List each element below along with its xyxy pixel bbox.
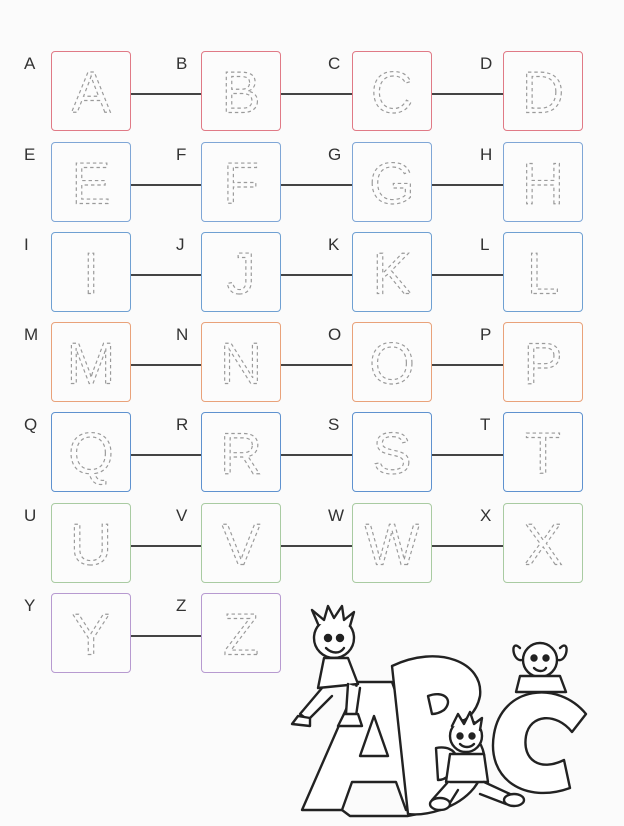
letter-label-e: E bbox=[24, 145, 36, 164]
letter-label-z: Z bbox=[176, 596, 187, 615]
dotted-letter-g: G bbox=[369, 151, 415, 217]
letter-label-j: J bbox=[176, 235, 185, 254]
trace-box-v[interactable] bbox=[201, 503, 281, 583]
trace-box-c[interactable] bbox=[352, 51, 432, 131]
trace-box-y[interactable] bbox=[51, 593, 131, 673]
letter-label-m: M bbox=[24, 325, 39, 344]
letter-label-f: F bbox=[176, 145, 187, 164]
connector-line bbox=[432, 184, 503, 186]
trace-box-k[interactable] bbox=[352, 232, 432, 312]
letter-label-t: T bbox=[480, 415, 491, 434]
trace-box-m[interactable] bbox=[51, 322, 131, 402]
connector-line bbox=[432, 364, 503, 366]
trace-box-a[interactable] bbox=[51, 51, 131, 131]
letter-label-q: Q bbox=[24, 415, 38, 434]
connector-line bbox=[131, 635, 201, 637]
dotted-letter-f: F bbox=[223, 151, 259, 217]
dotted-letter-s: S bbox=[372, 421, 412, 487]
connector-line bbox=[281, 184, 352, 186]
letter-label-v: V bbox=[176, 506, 188, 525]
connector-line bbox=[281, 93, 352, 95]
trace-box-z[interactable] bbox=[201, 593, 281, 673]
dotted-letter-p: P bbox=[523, 331, 563, 397]
letter-label-i: I bbox=[24, 235, 29, 254]
connector-line bbox=[281, 545, 352, 547]
dotted-letter-c: C bbox=[370, 60, 414, 126]
letter-label-w: W bbox=[328, 506, 345, 525]
letter-label-k: K bbox=[328, 235, 340, 254]
dotted-letter-o: O bbox=[369, 331, 415, 397]
connector-line bbox=[281, 274, 352, 276]
letter-label-o: O bbox=[328, 325, 342, 344]
letter-label-p: P bbox=[480, 325, 492, 344]
dotted-letter-x: X bbox=[523, 512, 563, 578]
connector-line bbox=[432, 454, 503, 456]
dotted-letter-z: Z bbox=[223, 602, 259, 668]
dotted-letter-h: H bbox=[521, 151, 565, 217]
trace-box-s[interactable] bbox=[352, 412, 432, 492]
trace-box-w[interactable] bbox=[352, 503, 432, 583]
dotted-letter-q: Q bbox=[68, 421, 114, 487]
abc-kids-illustration bbox=[288, 604, 608, 822]
letter-label-n: N bbox=[176, 325, 189, 344]
trace-box-d[interactable] bbox=[503, 51, 583, 131]
trace-box-u[interactable] bbox=[51, 503, 131, 583]
connector-line bbox=[131, 184, 201, 186]
connector-line bbox=[131, 93, 201, 95]
letter-label-c: C bbox=[328, 54, 341, 73]
letter-label-r: R bbox=[176, 415, 189, 434]
trace-box-e[interactable] bbox=[51, 142, 131, 222]
letter-label-l: L bbox=[480, 235, 490, 254]
connector-line bbox=[281, 364, 352, 366]
letter-label-y: Y bbox=[24, 596, 36, 615]
dotted-letter-m: M bbox=[66, 331, 116, 397]
dotted-letter-a: A bbox=[71, 60, 111, 126]
connector-line bbox=[432, 274, 503, 276]
trace-box-f[interactable] bbox=[201, 142, 281, 222]
dotted-letter-k: K bbox=[372, 241, 412, 307]
letter-label-s: S bbox=[328, 415, 340, 434]
dotted-letter-i: I bbox=[82, 241, 100, 307]
dotted-letter-b: B bbox=[221, 60, 261, 126]
trace-box-j[interactable] bbox=[201, 232, 281, 312]
dotted-letter-t: T bbox=[525, 421, 561, 487]
trace-box-t[interactable] bbox=[503, 412, 583, 492]
letter-label-g: G bbox=[328, 145, 342, 164]
letter-label-a: A bbox=[24, 54, 36, 73]
connector-line bbox=[131, 274, 201, 276]
trace-box-g[interactable] bbox=[352, 142, 432, 222]
dotted-letter-j: J bbox=[226, 241, 256, 307]
dotted-letter-n: N bbox=[219, 331, 263, 397]
trace-box-b[interactable] bbox=[201, 51, 281, 131]
letter-label-b: B bbox=[176, 54, 188, 73]
big-letter-c-shape bbox=[493, 692, 586, 792]
connector-line bbox=[131, 454, 201, 456]
trace-box-h[interactable] bbox=[503, 142, 583, 222]
dotted-letter-w: W bbox=[364, 512, 420, 578]
dotted-letter-l: L bbox=[526, 241, 560, 307]
trace-box-l[interactable] bbox=[503, 232, 583, 312]
letter-label-u: U bbox=[24, 506, 37, 525]
letter-label-h: H bbox=[480, 145, 493, 164]
letter-label-x: X bbox=[480, 506, 492, 525]
trace-box-r[interactable] bbox=[201, 412, 281, 492]
dotted-letter-r: R bbox=[219, 421, 263, 487]
trace-box-i[interactable] bbox=[51, 232, 131, 312]
trace-box-p[interactable] bbox=[503, 322, 583, 402]
trace-box-q[interactable] bbox=[51, 412, 131, 492]
trace-box-x[interactable] bbox=[503, 503, 583, 583]
connector-line bbox=[432, 93, 503, 95]
dotted-letter-d: D bbox=[521, 60, 565, 126]
connector-line bbox=[281, 454, 352, 456]
trace-box-o[interactable] bbox=[352, 322, 432, 402]
connector-line bbox=[131, 364, 201, 366]
dotted-letter-y: Y bbox=[71, 602, 111, 668]
dotted-letter-v: V bbox=[221, 512, 261, 578]
dotted-letter-u: U bbox=[69, 512, 113, 578]
connector-line bbox=[131, 545, 201, 547]
dotted-letter-e: E bbox=[71, 151, 111, 217]
trace-box-n[interactable] bbox=[201, 322, 281, 402]
connector-line bbox=[432, 545, 503, 547]
letter-label-d: D bbox=[480, 54, 493, 73]
